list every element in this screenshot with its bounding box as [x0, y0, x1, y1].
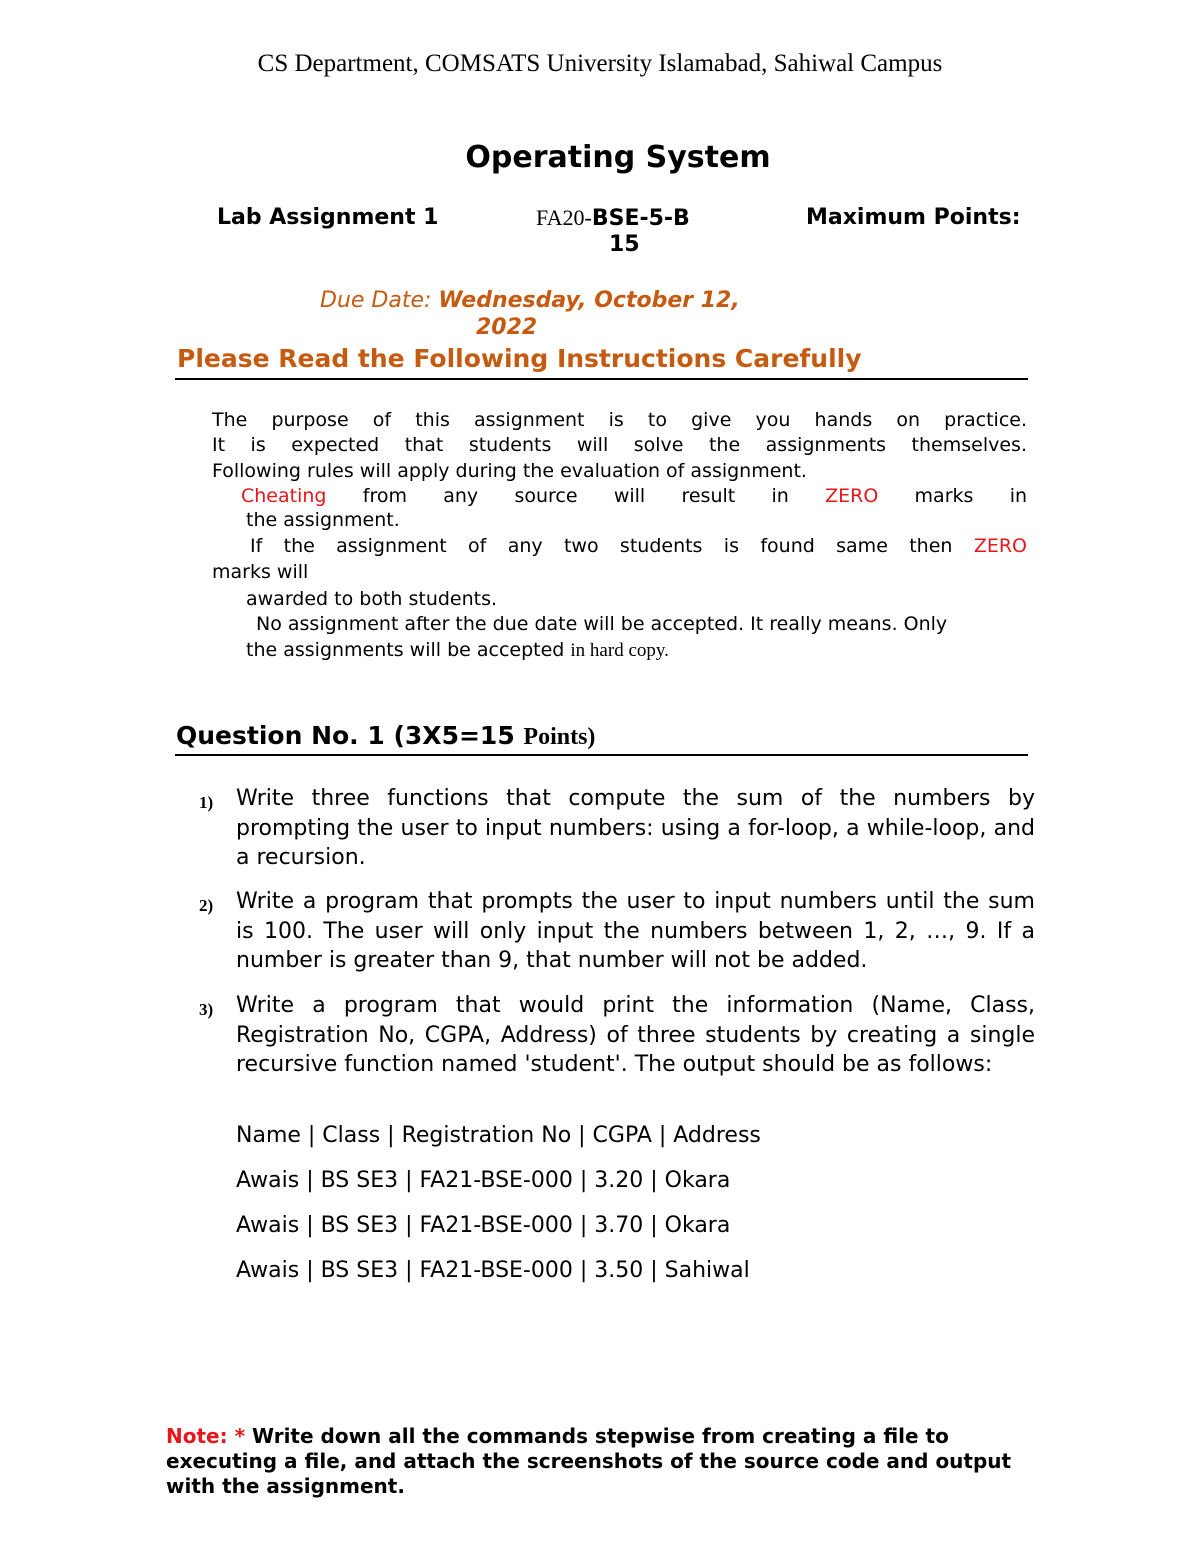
question-heading [176, 721, 595, 751]
department-header: CS Department, COMSATS University Islamabad, Sahiwal Campus [257, 50, 943, 77]
intro-line: It is expected that students will solve the assignments themselves. [212, 434, 1027, 457]
due-date [320, 288, 740, 313]
output-row: Awais | BS SE3 | FA21-BSE-000 | 3.50 | Sahiwal [236, 1258, 750, 1283]
note [166, 1424, 1036, 1499]
cheating-word: Cheating [241, 485, 327, 507]
question-item: Write three functions that compute the sum of the numbers by prompting the user to input numbers: using a for-loop, a while-loop, and a recursion. [236, 786, 1035, 870]
zero-word: ZERO [973, 535, 1027, 557]
due-label: Due Date: [320, 288, 432, 313]
rule-hard-copy [246, 638, 669, 663]
due-year: 2022 [476, 315, 538, 340]
zero-word: ZERO [825, 485, 879, 507]
due-date-value: Wednesday, October 12, [438, 288, 740, 313]
question-heading-text: Question No. 1 (3X5=15 [176, 721, 524, 750]
note-text: Write down all the commands stepwise from creating a file to executing a file, and attach the screenshots of the source code and output with the assignment. [166, 1424, 1012, 1498]
instructions-heading: Please Read the Following Instructions Carefully [177, 344, 862, 373]
assignment-label: Lab Assignment 1 [217, 205, 439, 230]
rule-text: awarded to both students. [246, 588, 498, 610]
instructions-intro [212, 408, 1027, 484]
rule-text: in hard copy. [570, 640, 669, 661]
rule-text: from any source will result in [326, 485, 826, 507]
rule-text: the assignments will be accepted [246, 639, 571, 661]
rule-text: If the assignment of any two students is found same then [250, 535, 974, 557]
intro-line: The purpose of this assignment is to give you hands on practice. [212, 409, 1027, 431]
output-row: Awais | BS SE3 | FA21-BSE-000 | 3.70 | Okara [236, 1213, 731, 1238]
question-item: Write a program that would print the information (Name, Class, Registration No, CGPA, Address) of three students by creating a single recursive function named 'student'. The output should be as follows: [236, 993, 1035, 1077]
question-number: 3) [199, 1000, 214, 1019]
class-code [536, 205, 690, 231]
note-label: Note: * [166, 1424, 246, 1448]
question-number: 1) [199, 793, 214, 812]
output-header-row: Name | Class | Registration No | CGPA | Address [236, 1123, 761, 1148]
output-row: Awais | BS SE3 | FA21-BSE-000 | 3.20 | Okara [236, 1168, 731, 1193]
rule-text: the assignment. [246, 509, 400, 531]
rule-text: marks in [878, 485, 1028, 507]
max-points-value: 15 [609, 232, 640, 257]
intro-line: Following rules will apply during the evaluation of assignment. [212, 459, 807, 482]
question-item: Write a program that prompts the user to input numbers until the sum is 100. The user will only input the numbers between 1, 2, …, 9. If a number is greater than 9, that number will not be added. [236, 889, 1035, 973]
rule-due-date: No assignment after the due date will be accepted. It really means. Only [256, 613, 948, 635]
question-divider [175, 754, 1028, 756]
class-code-value: BSE-5-B [591, 206, 690, 231]
rule-same-assignment [250, 534, 1027, 559]
rule-text: marks will [212, 561, 309, 583]
max-points-label: Maximum Points: [806, 205, 1021, 230]
course-title: Operating System [465, 140, 771, 175]
question-number: 2) [199, 896, 214, 915]
rule-cheating [241, 484, 1027, 509]
class-prefix: FA20- [536, 205, 592, 230]
question-points: Points) [523, 724, 596, 750]
heading-divider [175, 378, 1028, 380]
